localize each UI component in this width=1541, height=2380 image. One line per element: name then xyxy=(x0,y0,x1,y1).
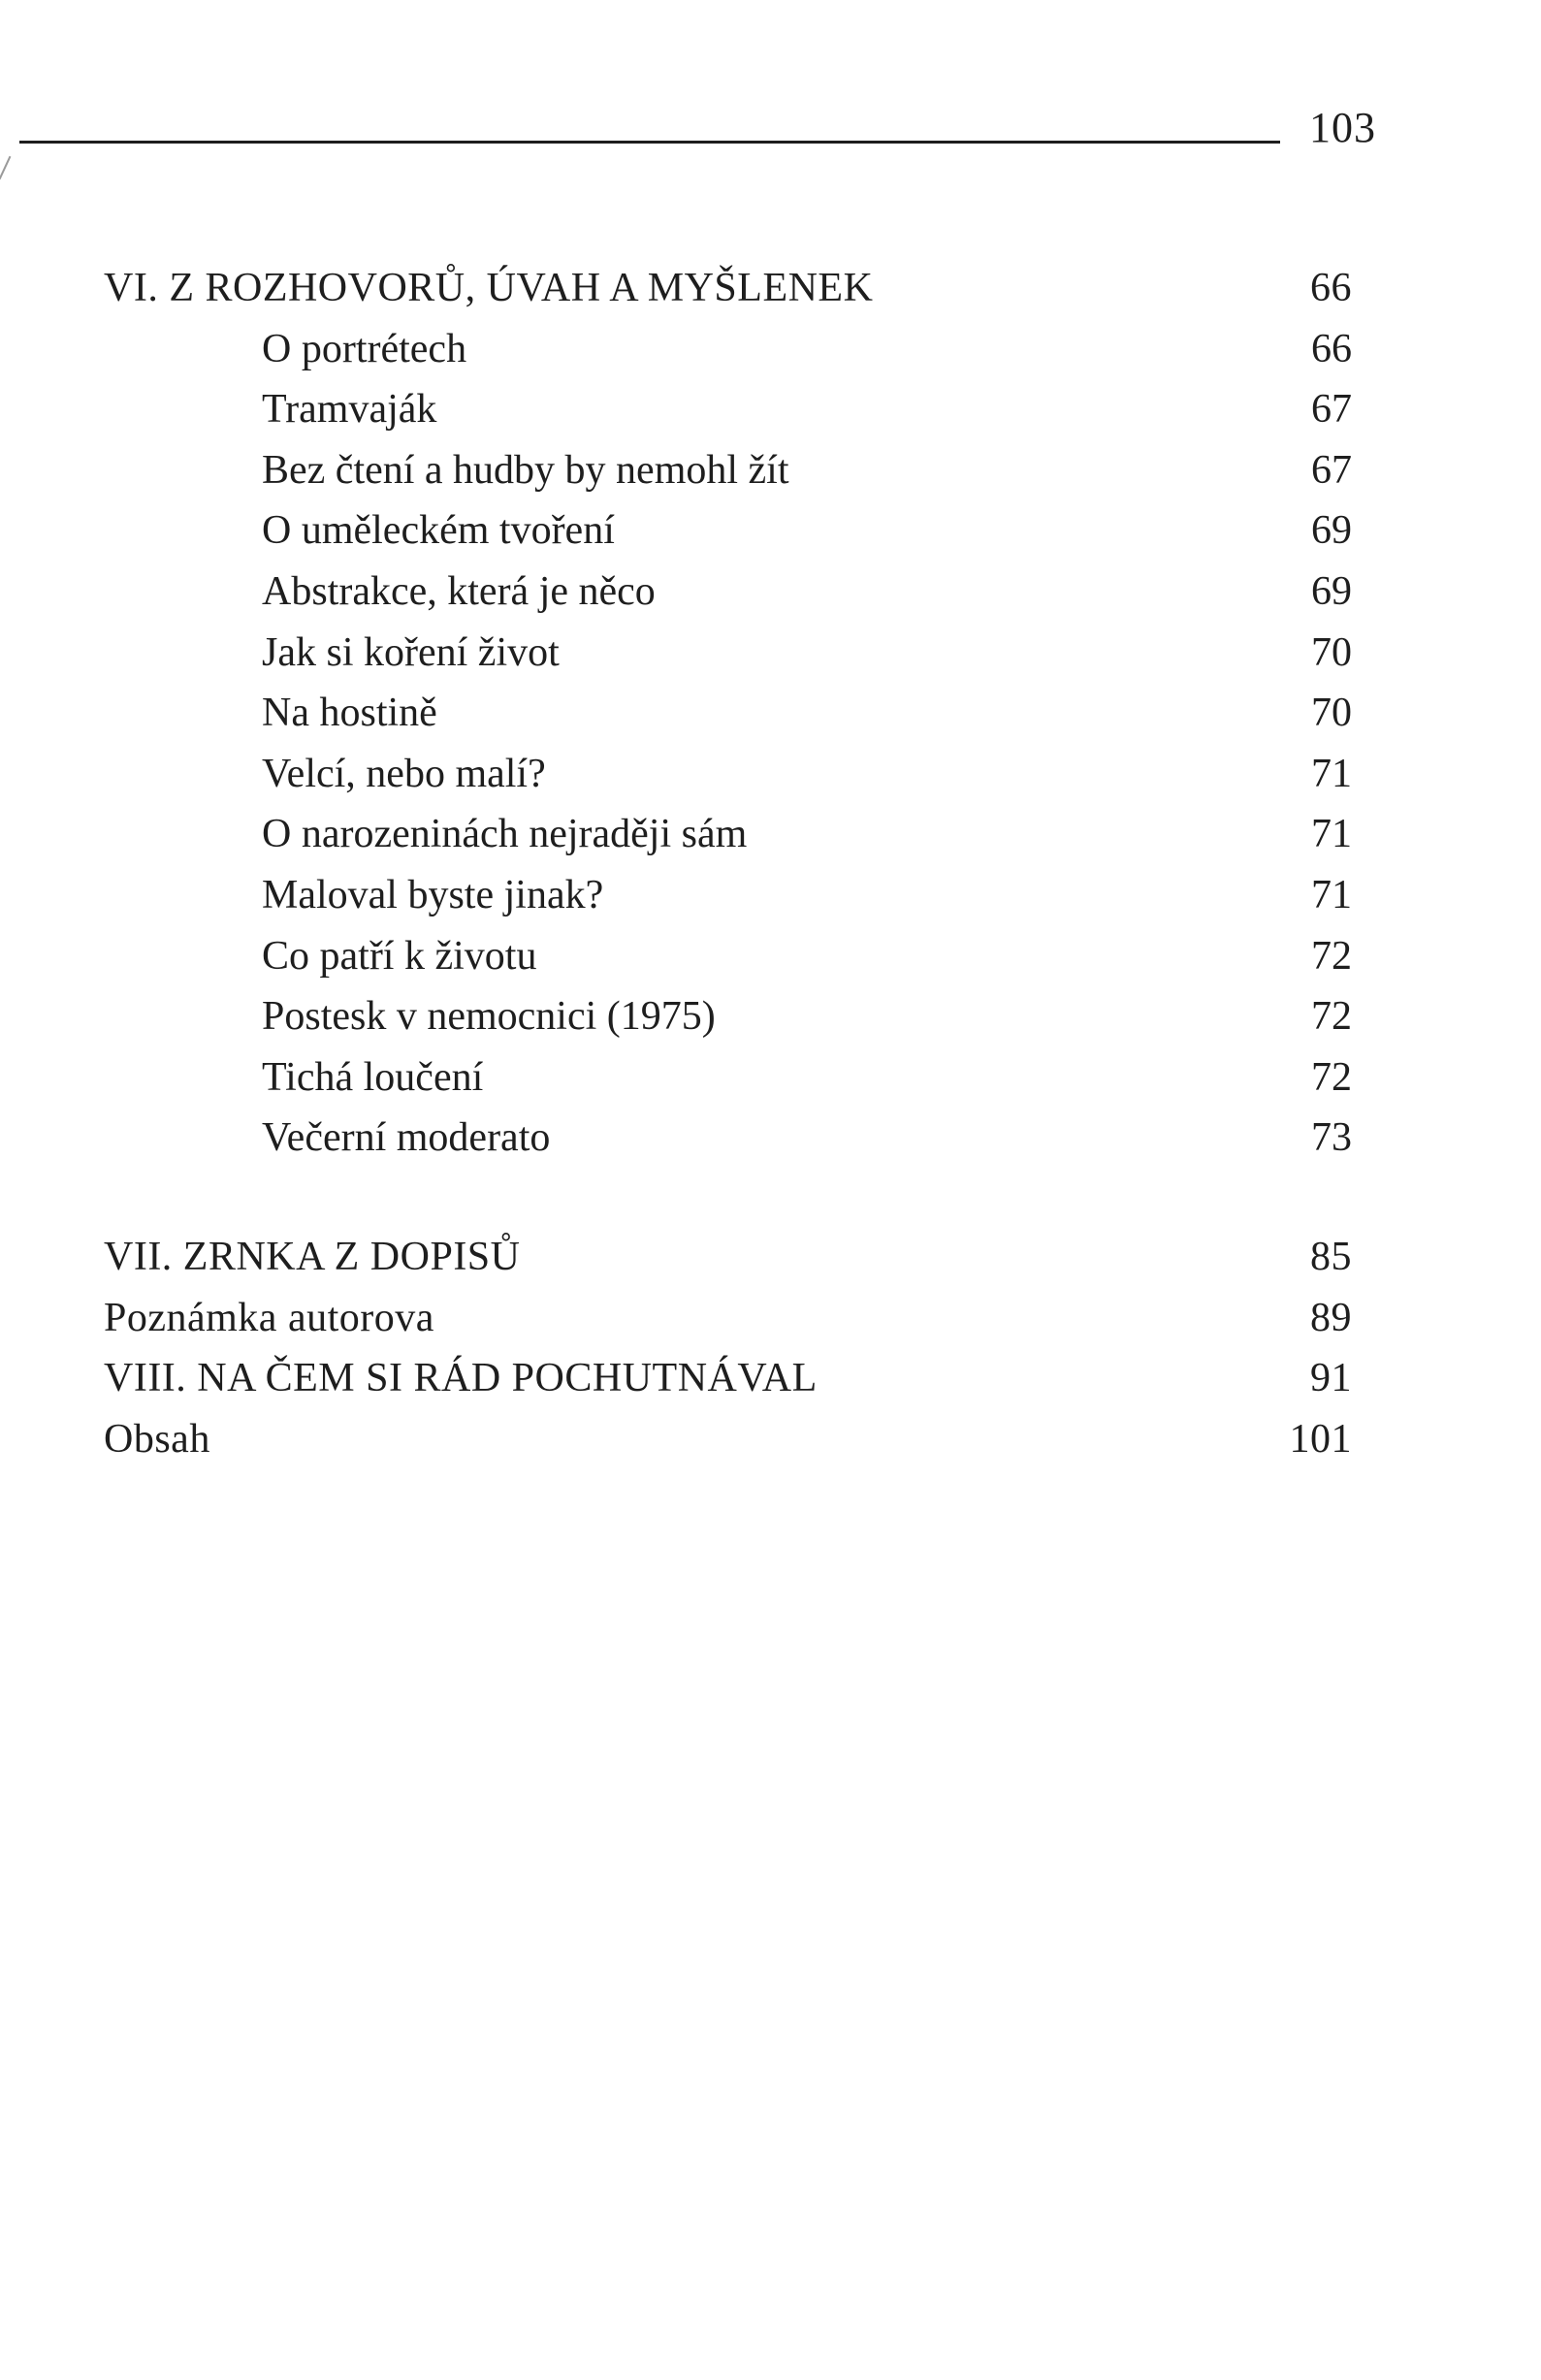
toc-entry-title: Abstrakce, která je něco xyxy=(262,568,656,614)
toc-entry-title: Poznámka autorova xyxy=(104,1295,434,1340)
toc-entry xyxy=(104,500,1352,562)
toc-entry-page: 89 xyxy=(1310,1295,1352,1340)
toc-entry xyxy=(104,683,1352,744)
toc-entry-title: Tramvaják xyxy=(262,387,437,433)
toc-entry xyxy=(104,865,1352,926)
toc-entry-page: 69 xyxy=(1311,568,1352,614)
toc-entry-page: 72 xyxy=(1311,933,1352,979)
toc-entry xyxy=(104,379,1352,440)
toc-entry-page: 73 xyxy=(1311,1115,1352,1161)
toc-entry xyxy=(104,1348,1352,1409)
toc-entry-title: Tichá loučení xyxy=(262,1054,484,1100)
toc-entry xyxy=(104,804,1352,865)
toc-entry xyxy=(104,1047,1352,1109)
toc-entry-title: Co patří k životu xyxy=(262,933,537,979)
toc-entry-title: Jak si koření život xyxy=(262,629,560,675)
toc-entry-page: 72 xyxy=(1311,1054,1352,1100)
toc-entry-page: 85 xyxy=(1310,1234,1352,1279)
stray-mark xyxy=(0,156,11,179)
toc-entry xyxy=(104,1409,1352,1470)
toc-entry-title: VII. ZRNKA Z DOPISŮ xyxy=(104,1234,521,1279)
toc-entry-page: 71 xyxy=(1311,812,1352,857)
page-number: 103 xyxy=(1309,104,1376,151)
toc-entry-title: Na hostině xyxy=(262,691,437,736)
toc-entry-title: Večerní moderato xyxy=(262,1115,551,1161)
toc-entry-title: Maloval byste jinak? xyxy=(262,872,604,917)
toc-entry-page: 70 xyxy=(1311,629,1352,675)
toc-entry xyxy=(104,562,1352,623)
toc-entry-page: 69 xyxy=(1311,508,1352,554)
toc-entry-page: 72 xyxy=(1311,994,1352,1040)
toc-entry-page: 71 xyxy=(1311,872,1352,917)
toc-entry-page: 67 xyxy=(1311,447,1352,493)
toc-gap xyxy=(104,1169,1352,1227)
toc-entry xyxy=(104,926,1352,987)
toc-entry-title: O narozeninách nejraději sám xyxy=(262,812,748,857)
toc-entry xyxy=(104,319,1352,380)
toc-entry xyxy=(104,744,1352,805)
toc-entry xyxy=(104,258,1352,319)
toc-entry-page: 91 xyxy=(1310,1356,1352,1401)
table-of-contents xyxy=(104,258,1352,1469)
toc-entry-page: 66 xyxy=(1310,266,1352,310)
toc-group-closing xyxy=(104,1227,1352,1469)
toc-entry-page: 70 xyxy=(1311,691,1352,736)
toc-entry-title: Velcí, nebo malí? xyxy=(262,751,546,796)
toc-entry xyxy=(104,1288,1352,1349)
toc-entry xyxy=(104,986,1352,1047)
toc-entry-title: VIII. NA ČEM SI RÁD POCHUTNÁVAL xyxy=(104,1356,818,1401)
toc-entry-title: O portrétech xyxy=(262,326,467,371)
toc-entry-page: 101 xyxy=(1289,1416,1352,1462)
toc-group-chapter-vi xyxy=(104,258,1352,1169)
toc-entry xyxy=(104,1227,1352,1288)
toc-entry-title: Bez čtení a hudby by nemohl žít xyxy=(262,447,789,493)
toc-entry-title: O uměleckém tvoření xyxy=(262,508,615,554)
toc-entry xyxy=(104,1108,1352,1169)
toc-entry xyxy=(104,440,1352,501)
toc-entry-page: 67 xyxy=(1311,387,1352,433)
toc-entry-title: VI. Z ROZHOVORŮ, ÚVAH A MYŠLENEK xyxy=(104,266,874,310)
toc-entry xyxy=(104,623,1352,684)
toc-entry-page: 71 xyxy=(1311,751,1352,796)
header-rule xyxy=(19,141,1280,144)
toc-entry-title: Postesk v nemocnici (1975) xyxy=(262,994,716,1040)
toc-entry-page: 66 xyxy=(1311,326,1352,371)
toc-entry-title: Obsah xyxy=(104,1416,210,1462)
